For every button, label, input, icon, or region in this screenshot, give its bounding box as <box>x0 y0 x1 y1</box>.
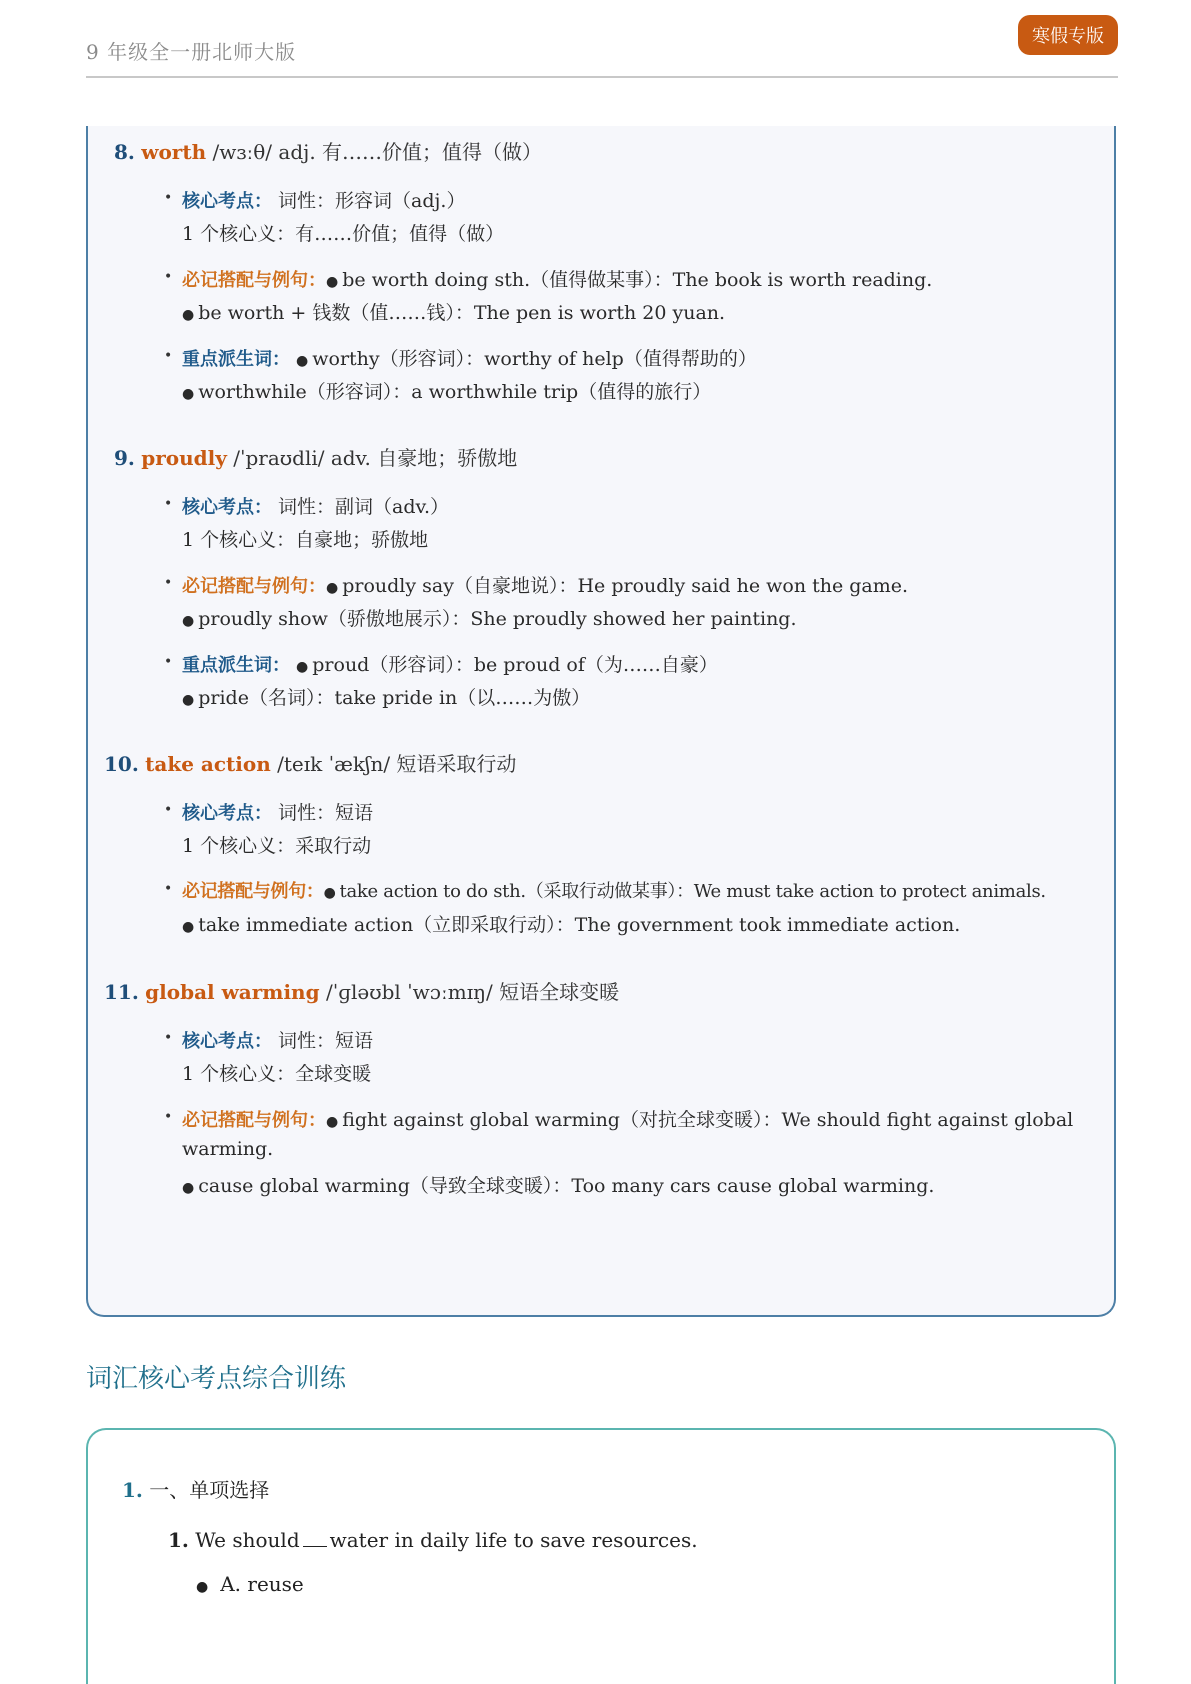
collocation-2: take immediate action（立即采取行动）：The government took immediate action. <box>198 914 961 936</box>
entry-heading <box>114 442 517 471</box>
collocation-1: be worth doing sth.（值得做某事）：The book is worth reading. <box>342 269 933 291</box>
collocation-line-2: ● cause global warming（导致全球变暖）：Too many cars cause global warming. <box>182 1175 935 1197</box>
entry-definition: /wɜːθ/ adj. 有……价值；值得（做） <box>206 140 543 164</box>
bullet: • <box>164 802 173 818</box>
collocation-label: 必记搭配与例句： <box>182 1110 326 1131</box>
bullet: • <box>164 881 173 897</box>
derivative-2: pride（名词）：take pride in（以……为傲） <box>198 687 591 709</box>
derivative-label: 重点派生词： <box>182 349 290 370</box>
collocation-line: 必记搭配与例句：● fight against global warming（对抗全球变暖）：We should fight against global <box>182 1109 1074 1131</box>
entry-word: proudly <box>141 446 227 470</box>
core-meaning: 1 个核心义：自豪地；骄傲地 <box>182 529 429 551</box>
derivative-line-2: ● worthwhile（形容词）：a worthwhile trip（值得的旅行） <box>182 381 712 403</box>
edition-badge: 寒假专版 <box>1018 15 1118 55</box>
entry-heading <box>104 748 516 777</box>
collocation-label: 必记搭配与例句： <box>182 576 326 597</box>
question-1 <box>168 1528 698 1552</box>
option-a[interactable] <box>196 1572 304 1596</box>
collocation-2: be worth + 钱数（值……钱）：The pen is worth 20 yuan. <box>198 302 726 324</box>
collocation-1: take action to do sth.（采取行动做某事）：We must take action to protect animals. <box>339 881 1046 902</box>
derivative-line-2: ● pride（名词）：take pride in（以……为傲） <box>182 687 591 709</box>
entry-definition: /ˈɡləʊbl ˈwɔːmɪŋ/ 短语全球变暖 <box>319 980 620 1004</box>
part-number: 1. <box>122 1478 143 1502</box>
derivative-1: worthy（形容词）：worthy of help（值得帮助的） <box>312 348 757 370</box>
entry-word: worth <box>141 140 207 164</box>
entry-word: take action <box>145 752 271 776</box>
collocation-line: 必记搭配与例句：● proudly say（自豪地说）：He proudly said he won the game. <box>182 575 909 597</box>
page-header <box>86 14 1118 78</box>
derivative-2: worthwhile（形容词）：a worthwhile trip（值得的旅行） <box>198 381 712 403</box>
entry-definition: /teɪk ˈækʃn/ 短语采取行动 <box>270 752 517 776</box>
entry-number: 9. <box>114 446 135 470</box>
entry-number: 10. <box>104 752 139 776</box>
entry-definition: /ˈpraʊdli/ adv. 自豪地；骄傲地 <box>226 446 518 470</box>
bullet: • <box>164 190 173 206</box>
bullet: • <box>164 1109 173 1125</box>
exercise-card <box>86 1428 1116 1684</box>
collocation-2: proudly show（骄傲地展示）：She proudly showed her painting. <box>198 608 797 630</box>
core-point-label: 核心考点： <box>182 1031 272 1052</box>
core-point-line <box>182 798 373 825</box>
bullet: • <box>164 1030 173 1046</box>
collocation-2: cause global warming（导致全球变暖）：Too many cars cause global warming. <box>198 1175 935 1197</box>
entry-number: 11. <box>104 980 139 1004</box>
derivative-label: 重点派生词： <box>182 655 290 676</box>
question-text-before: We should <box>195 1528 300 1552</box>
core-meaning: 1 个核心义：全球变暖 <box>182 1063 372 1085</box>
derivative-1: proud（形容词）：be proud of（为……自豪） <box>312 654 718 676</box>
core-point-text: 词性：短语 <box>272 802 374 824</box>
collocation-1-continued: warming. <box>182 1138 274 1160</box>
bullet: • <box>164 348 173 364</box>
entry-heading <box>104 976 619 1005</box>
question-text-after: water in daily life to save resources. <box>329 1528 698 1552</box>
exercise-part-heading <box>122 1474 269 1503</box>
core-point-text: 词性：形容词（adj.） <box>272 190 466 212</box>
book-title: 9 年级全一册北师大版 <box>86 40 297 64</box>
entry-word: global warming <box>145 980 320 1004</box>
vocabulary-card <box>86 126 1116 1317</box>
collocation-line: 必记搭配与例句：● take action to do sth.（采取行动做某事）：We must take action to protect animals. <box>182 881 1046 902</box>
option-bullet-icon: ● <box>196 1579 209 1595</box>
core-point-label: 核心考点： <box>182 191 272 212</box>
question-number: 1. <box>168 1528 189 1552</box>
option-a-text: A. reuse <box>220 1572 304 1596</box>
bullet: • <box>164 654 173 670</box>
core-point-line <box>182 1026 373 1053</box>
core-meaning: 1 个核心义：有……价值；值得（做） <box>182 223 505 245</box>
core-point-label: 核心考点： <box>182 497 272 518</box>
collocation-1: fight against global warming（对抗全球变暖）：We should fight against global <box>342 1109 1074 1131</box>
core-point-line <box>182 492 449 519</box>
core-point-text: 词性：副词（adv.） <box>272 496 450 518</box>
collocation-line-2: ● be worth + 钱数（值……钱）：The pen is worth 20 yuan. <box>182 302 726 324</box>
core-point-line <box>182 186 465 213</box>
bullet: • <box>164 496 173 512</box>
section-title: 词汇核心考点综合训练 <box>86 1364 347 1394</box>
collocation-line-2: ● proudly show（骄傲地展示）：She proudly showed her painting. <box>182 608 797 630</box>
derivative-line: 重点派生词： ● worthy（形容词）：worthy of help（值得帮助的） <box>182 348 757 370</box>
core-meaning: 1 个核心义：采取行动 <box>182 835 372 857</box>
bullet: • <box>164 269 173 285</box>
collocation-line-2: ● take immediate action（立即采取行动）：The government took immediate action. <box>182 914 961 936</box>
answer-blank[interactable] <box>303 1532 327 1547</box>
collocation-label: 必记搭配与例句： <box>182 270 326 291</box>
core-point-label: 核心考点： <box>182 803 272 824</box>
collocation-label: 必记搭配与例句： <box>182 881 324 902</box>
derivative-line: 重点派生词： ● proud（形容词）：be proud of（为……自豪） <box>182 654 718 676</box>
collocation-1: proudly say（自豪地说）：He proudly said he won the game. <box>342 575 909 597</box>
collocation-line: 必记搭配与例句：● be worth doing sth.（值得做某事）：The book is worth reading. <box>182 269 933 291</box>
part-title: 一、单项选择 <box>149 1478 270 1502</box>
core-point-text: 词性：短语 <box>272 1030 374 1052</box>
bullet: • <box>164 575 173 591</box>
entry-number: 8. <box>114 140 135 164</box>
entry-heading <box>114 136 542 165</box>
